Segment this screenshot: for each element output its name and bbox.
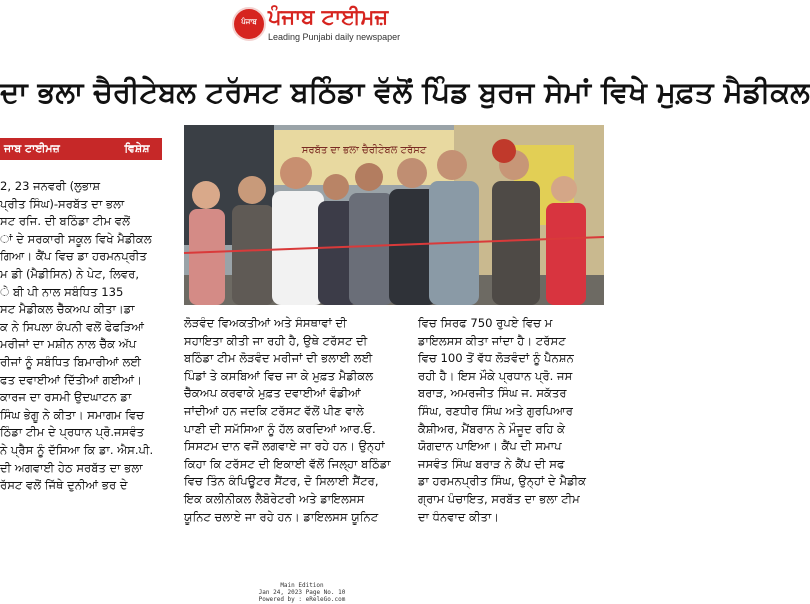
column-left xyxy=(0,178,178,495)
article-line: ਦੀ ਅਗਵਾਈ ਹੇਠ ਸਰਬੱਤ ਦਾ ਭਲਾ xyxy=(0,460,143,475)
article-line: ਨੇ ਪ੍ਰੈਸ ਨੂੰ ਦੱਸਿਆ ਕਿ ਡਾ. ਐਸ.ਪੀ. xyxy=(0,442,154,457)
article-line: ਗਿਆ। ਕੈਂਪ ਵਿਚ ਡਾ ਹਰਮਨਪ੍ਰੀਤ xyxy=(0,249,147,264)
logo-seal xyxy=(232,7,266,41)
article-line: ਵਿਚ 100 ਤੋਂ ਵੱਧ ਲੋੜਵੰਦਾਂ ਨੂੰ ਪੈਨਸ਼ਨ xyxy=(418,351,574,366)
article-line: ਰੱਸਟ ਵਲੋਂ ਜਿੱਥੇ ਦੁਨੀਆਂ ਭਰ ਦੇ xyxy=(0,478,128,493)
news-photo xyxy=(184,125,604,305)
footer xyxy=(0,582,604,604)
article-line: 2, 23 ਜਨਵਰੀ (ਲੁਭਾਸ਼ xyxy=(0,179,101,193)
article-line: ਦਾ ਧੰਨਵਾਦ ਕੀਤਾ। xyxy=(418,509,500,524)
article-line: ਸਟ ਰਜਿ. ਦੀ ਬਠਿੰਡਾ ਟੀਮ ਵਲੋਂ xyxy=(0,214,131,229)
column-middle xyxy=(184,315,406,526)
article-line: ਸਿੰਘ ਭੇਗੂ ਨੇ ਕੀਤਾ। ਸਮਾਗਮ ਵਿਚ xyxy=(0,407,145,422)
article-line: ਬਠਿੰਡਾ ਟੀਮ ਲੋੜਵੰਦ ਮਰੀਜਾਂ ਦੀ ਭਲਾਈ ਲਈ xyxy=(184,351,373,366)
article-line: ਬਰਾੜ, ਅਮਰਜੀਤ ਸਿੰਘ ਜ. ਸਕੱਤਰ xyxy=(418,386,567,401)
section-label: ਜਾਬ ਟਾਈਮਜ਼ xyxy=(0,138,112,160)
article-line: ਕੈਸ਼ੀਅਰ, ਮੈਂਬਰਾਨ ਨੇ ਮੌਜੂਦ ਰਹਿ ਕੇ xyxy=(418,421,566,436)
article-line: ਡਾਇਲਸਸ ਕੀਤਾ ਜਾਂਦਾ ਹੈ। ਟਰੱਸਟ xyxy=(418,333,566,348)
article-line: ਇਕ ਕਲੀਨੀਕਲ ਲੈਬੋਰੇਟਰੀ ਅਤੇ ਡਾਇਲਸਸ xyxy=(184,491,365,506)
article-line: ਵਿਚ ਤਿੰਨ ਕੰਪਿਊਟਰ ਸੈਂਟਰ, ਦੋ ਸਿਲਾਈ ਸੈਂਟਰ, xyxy=(184,474,379,489)
article-line: ਲੋੜਵੰਦ ਵਿਅਕਤੀਆਂ ਅਤੇ ਸੰਸਥਾਵਾਂ ਦੀ xyxy=(184,316,347,330)
photo-illustration xyxy=(184,125,604,305)
article-line: ਕਾਰਜ ਦਾ ਰਸਮੀ ਉਦਘਾਟਨ ਡਾ xyxy=(0,390,132,405)
paper-tagline: Leading Punjabi daily newspaper xyxy=(268,32,401,42)
article-line: ੇ ਬੀ ਪੀ ਨਾਲ ਸਬੰਧਿਤ 135 xyxy=(0,284,124,299)
article-line: ਮ ਡੀ (ਮੈਡੀਸਿਨ) ਨੇ ਪੇਟ, ਲਿਵਰ, xyxy=(0,266,140,281)
article-line: ਰਹੀ ਹੈ। ਇਸ ਮੌਕੇ ਪ੍ਰਧਾਨ ਪ੍ਰੋ. ਜਸ xyxy=(418,368,573,383)
special-tag: ਵਿਸ਼ੇਸ਼ xyxy=(112,138,162,160)
article-line: ਜਸਵੰਤ ਸਿੰਘ ਬਰਾੜ ਨੇ ਕੈਂਪ ਦੀ ਸਫ xyxy=(418,456,565,471)
article-line: ਰੀਜਾਂ ਨੂੰ ਸਬੰਧਿਤ ਬਿਮਾਰੀਆਂ ਲਈ xyxy=(0,354,142,369)
headline: ਦਾ ਭਲਾ ਚੈਰੀਟੇਬਲ ਟਰੱਸਟ ਬਠਿੰਡਾ ਵੱਲੋਂ ਪਿੰਡ ਬੁਰਜ ਸੇਮਾਂ ਵਿਖੇ ਮੁਫ਼ਤ ਮੈਡੀਕਲ xyxy=(0,75,810,109)
article-line: ਕ ਨੇ ਸਿਪਲਾ ਕੰਪਨੀ ਵਲੋਂ ਫੇਫੜਿਆਂ xyxy=(0,319,144,334)
footer-edition: Main Edition xyxy=(280,582,324,589)
footer-powered: Powered by : eReleGo.com xyxy=(258,596,346,603)
article-line: ਪਿੰਡਾਂ ਤੇ ਕਸਬਿਆਂ ਵਿਚ ਜਾ ਕੇ ਮੁਫ਼ਤ ਮੈਡੀਕਲ xyxy=(184,368,374,383)
logo-text: ਪੰਜਾਬ xyxy=(241,18,257,26)
article-line: ਚੈੱਕਅਪ ਕਰਵਾਕੇ ਮੁਫ਼ਤ ਦਵਾਈਆਂ ਵੰਡੀਆਂ xyxy=(184,386,361,401)
article-line: ਪ੍ਰੀਤ ਸਿੰਘ)-ਸਰਬੱਤ ਦਾ ਭਲਾ xyxy=(0,196,125,211)
article-line: ਗ੍ਰਾਮ ਪੰਚਾਇਤ, ਸਰਬੱਤ ਦਾ ਭਲਾ ਟੀਮ xyxy=(418,491,580,506)
article-line: ਯੂਨਿਟ ਚਲਾਏ ਜਾ ਰਹੇ ਹਨ। ਡਾਇਲਸਸ ਯੂਨਿਟ xyxy=(184,509,379,524)
article-line: ਾਂ ਦੇ ਸਰਕਾਰੀ ਸਕੂਲ ਵਿਖੇ ਮੈਡੀਕਲ xyxy=(0,231,152,246)
article-line: ਜਾਂਦੀਆਂ ਹਨ ਜਦਕਿ ਟਰੱਸਟ ਵੱਲੋਂ ਪੀਣ ਵਾਲੇ xyxy=(184,403,364,418)
photo-banner-text: ਸਰਬੱਤ ਦਾ ਭਲਾ ਚੈਰੀਟੇਬਲ ਟਰੱਸਟ xyxy=(301,145,427,156)
article-line: ਵਿਚ ਸਿਰਫ 750 ਰੁਪਏ ਵਿਚ ਮ xyxy=(418,316,553,330)
paper-name: ਪੰਜਾਬ ਟਾਈਮਜ਼ xyxy=(268,5,389,29)
article-line: ਠਿੰਡਾ ਟੀਮ ਦੇ ਪ੍ਰਧਾਨ ਪ੍ਰੋ.ਜਸਵੰਤ xyxy=(0,425,145,440)
article-line: ਸਿਸਟਮ ਦਾਨ ਵਜੋਂ ਲਗਵਾਏ ਜਾ ਰਹੇ ਹਨ। ਉਨ੍ਹਾਂ xyxy=(184,439,385,454)
column-right xyxy=(418,315,604,526)
article-line: ਸਹਾਇਤਾ ਕੀਤੀ ਜਾ ਰਹੀ ਹੈ, ਉਥੇ ਟਰੱਸਟ ਦੀ xyxy=(184,333,368,348)
article-line: ਮਰੀਜਾਂ ਦਾ ਮਸ਼ੀਨ ਨਾਲ ਚੈੱਕ ਅੱਪ xyxy=(0,337,137,352)
masthead xyxy=(0,0,604,58)
article-line: ਕਿਹਾ ਕਿ ਟਰੱਸਟ ਦੀ ਇਕਾਈ ਵੱਲੋਂ ਜਿਲ੍ਹਾ ਬਠਿੰਡਾ xyxy=(184,456,391,471)
article-line: ਯੋਗਦਾਨ ਪਾਇਆ। ਕੈਂਪ ਦੀ ਸਮਾਪ xyxy=(418,439,562,454)
article-line: ਸਿੰਘ, ਰਣਧੀਰ ਸਿੰਘ ਅਤੇ ਗੁਰਪਿਆਰ xyxy=(418,403,573,418)
article-line: ਡਾ ਹਰਮਨਪ੍ਰੀਤ ਸਿੰਘ, ਉਨ੍ਹਾਂ ਦੇ ਮੈਡੀਕ xyxy=(418,474,587,489)
article-line: ਸਟ ਮੈਡੀਕਲ ਚੈੱਕਅਪ ਕੀਤਾ।ਡਾ xyxy=(0,302,135,317)
article-line: ਫਤ ਦਵਾਈਆਂ ਦਿੱਤੀਆਂ ਗਈਆਂ। xyxy=(0,372,142,387)
article-line: ਪਾਣੀ ਦੀ ਸਮੱਸਿਆ ਨੂੰ ਹੱਲ ਕਰਦਿਆਂ ਆਰ.ਓ. xyxy=(184,421,376,436)
footer-date-page: Jan 24, 2023 Page No. 10 xyxy=(258,589,346,596)
